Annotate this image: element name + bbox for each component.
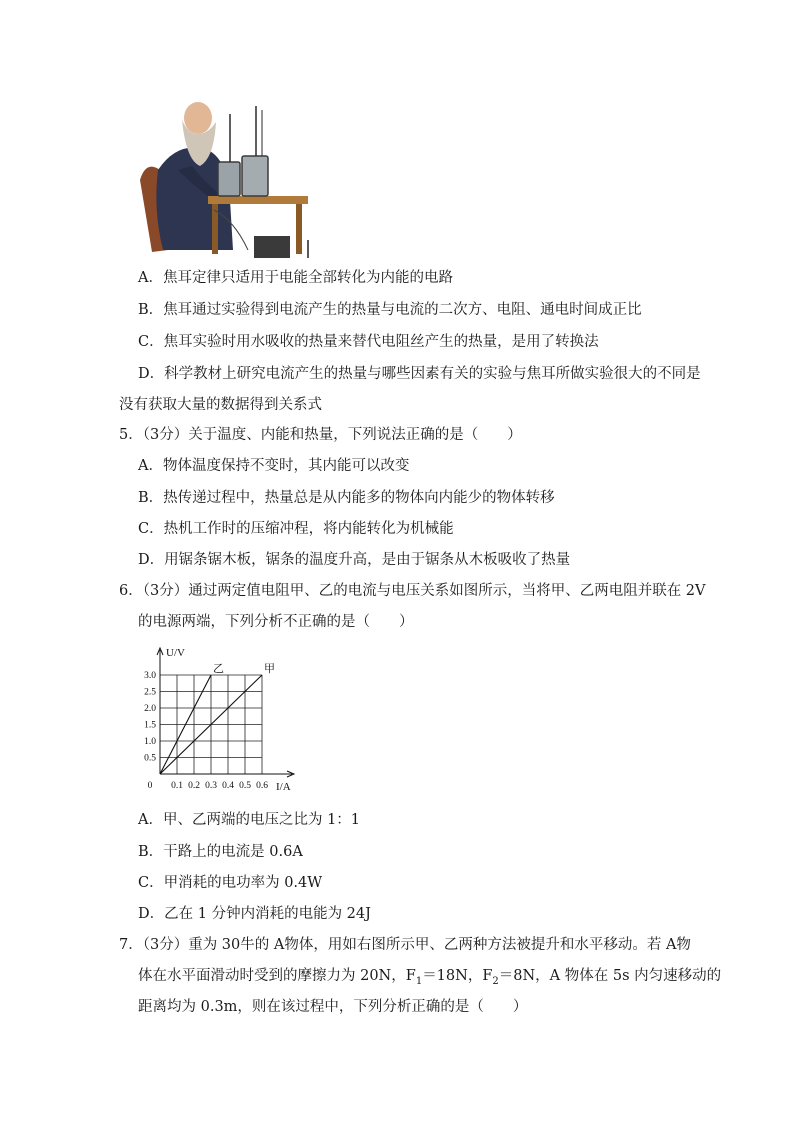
q6-ui-graph xyxy=(136,642,306,794)
jar-right xyxy=(242,156,268,196)
x-tick-label: 0.1 xyxy=(171,781,183,791)
q7-line2-part-b: ＝18N，F xyxy=(422,968,493,984)
q7-line2-part-c: ＝8N，A 物体在 5s 内匀速移动的 xyxy=(498,968,722,984)
table-top xyxy=(208,196,308,204)
series-label: 乙 xyxy=(213,663,224,675)
y-tick-label: 1.5 xyxy=(144,720,156,731)
q6-stem-line1: 6．（3分）通过两定值电阻甲、乙的电流与电压关系如图所示，当将甲、乙两电阻并联在 2V xyxy=(119,583,706,599)
q7-line2-part-a: 体在水平面滑动时受到的摩擦力为 20N，F xyxy=(138,968,416,984)
y-tick-label: 1.0 xyxy=(144,737,156,747)
q5-option-c: C．热机工作时的压缩冲程，将内能转化为机械能 xyxy=(138,521,454,537)
series-label: 甲 xyxy=(264,663,275,675)
q4-option-b: B．焦耳通过实验得到电流产生的热量与电流的二次方、电阻、通电时间成正比 xyxy=(138,302,642,318)
q4-option-a: A．焦耳定律只适用于电能全部转化为内能的电路 xyxy=(138,270,453,286)
y-tick-label: 3.0 xyxy=(144,671,156,681)
q7-f2-subscript: 2 xyxy=(492,975,499,987)
joule-experiment-illustration xyxy=(138,100,310,258)
jar-left xyxy=(218,162,240,196)
q6-option-c: C．甲消耗的电功率为 0.4W xyxy=(138,875,323,891)
q5-option-a: A．物体温度保持不变时，其内能可以改变 xyxy=(138,458,410,474)
floor-box xyxy=(254,236,290,258)
head-shape xyxy=(184,102,212,134)
q4-option-c: C．焦耳实验时用水吸收的热量来替代电阻丝产生的热量，是用了转换法 xyxy=(138,334,599,350)
q7-stem-line2 xyxy=(138,966,721,992)
q4-option-d: D．科学教材上研究电流产生的热量与哪些因素有关的实验与焦耳所做实验很大的不同是 xyxy=(138,366,701,382)
x-tick-label: 0.2 xyxy=(188,781,200,791)
y-tick-label: 2.5 xyxy=(144,687,156,698)
chart-labels xyxy=(144,647,291,793)
q7-stem-line3: 距离均为 0.3m，则在该过程中，下列分析正确的是（ ） xyxy=(138,999,528,1015)
q6-stem-line2: 的电源两端，下列分析不正确的是（ ） xyxy=(138,614,414,630)
q5-option-d: D．用锯条锯木板，锯条的温度升高，是由于锯条从木板吸收了热量 xyxy=(138,552,571,568)
x-tick-label: 0.4 xyxy=(222,781,234,791)
x-tick-label: 0.3 xyxy=(205,781,217,791)
x-tick-label: 0.5 xyxy=(239,781,251,791)
x-axis-label: I/A xyxy=(276,781,291,793)
q6-option-a: A．甲、乙两端的电压之比为 1：1 xyxy=(138,812,361,828)
y-axis-label: U/V xyxy=(166,647,185,659)
x-tick-label: 0 xyxy=(147,781,153,791)
y-tick-label: 0.5 xyxy=(144,753,156,764)
x-tick-label: 0.6 xyxy=(256,781,268,791)
q6-option-d: D．乙在 1 分钟内消耗的电能为 24J xyxy=(138,906,371,922)
q5-option-b: B．热传递过程中，热量总是从内能多的物体向内能少的物体转移 xyxy=(138,490,555,506)
q7-stem-line1: 7．（3分）重为 30牛的 A物体，用如右图所示甲、乙两种方法被提升和水平移动。若 A物 xyxy=(119,937,691,953)
q6-option-b: B．干路上的电流是 0.6A xyxy=(138,844,303,860)
y-tick-label: 2.0 xyxy=(144,704,156,714)
q5-stem: 5．（3分）关于温度、内能和热量，下列说法正确的是（ ） xyxy=(119,427,522,443)
q4-option-d-continuation: 没有获取大量的数据得到关系式 xyxy=(119,397,322,413)
q7-f1-subscript: 1 xyxy=(415,975,423,987)
